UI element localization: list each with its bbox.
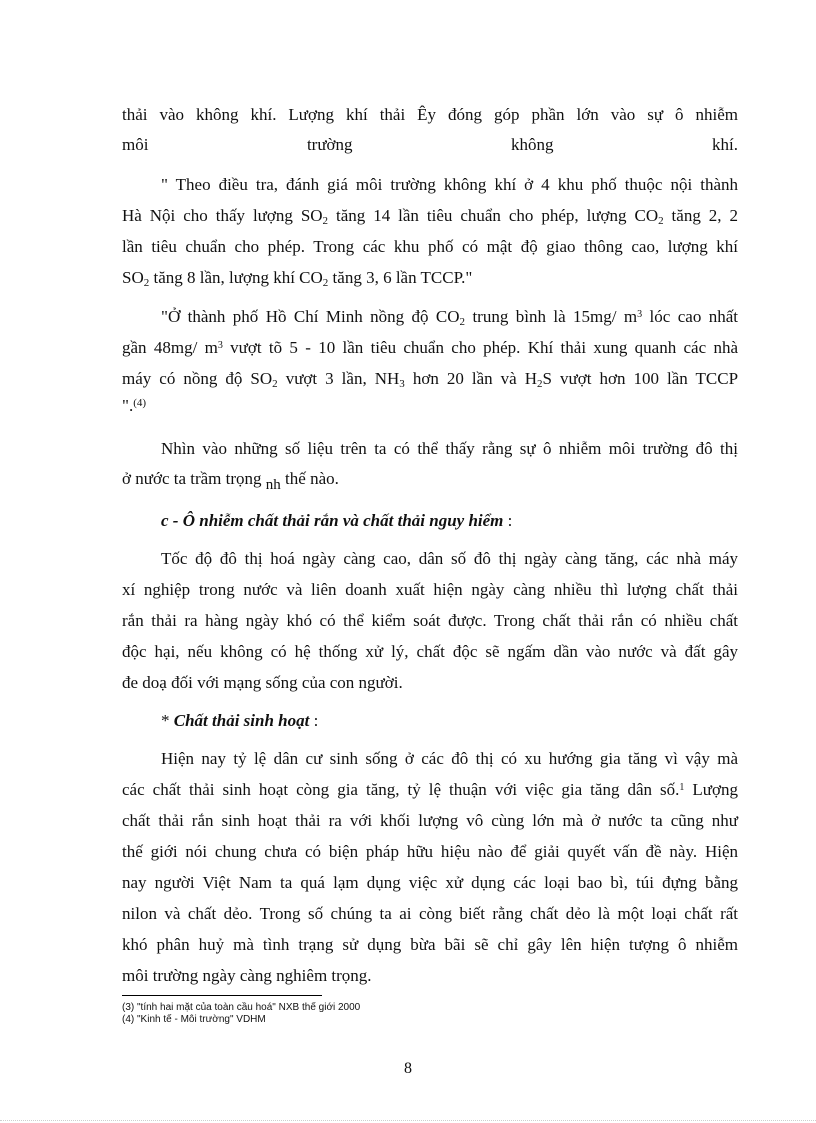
text-run: vượt 3 lần, NH xyxy=(277,369,400,388)
text-run: Lượng xyxy=(684,780,738,799)
text-line: độc hại, nếu không có hệ thống xử lý, chất độc sẽ ngấm dần vào nước và đất gây xyxy=(122,642,738,661)
text-line xyxy=(122,367,738,391)
heading-bullet: * xyxy=(161,711,174,730)
text-run: trung bình là 15mg/ m xyxy=(465,307,638,326)
text-line: thế giới nói chung chưa có biện pháp hữu hiệu nào để giải quyết vấn đề này. Hiện xyxy=(122,842,738,861)
subscript: 2 xyxy=(272,378,278,390)
text-line xyxy=(122,204,738,228)
section-heading xyxy=(161,509,738,533)
text-run: máy có nồng độ SO xyxy=(122,369,273,388)
superscript: 3 xyxy=(637,309,643,320)
text-line: chất thải rắn sinh hoạt thải ra với khối lượng vô cùng lớn mà ở nước ta cũng như xyxy=(122,811,738,830)
text-line xyxy=(122,778,738,802)
text-run: Hà Nội cho thấy lượng SO xyxy=(122,206,323,225)
text-run: thế nào. xyxy=(280,469,339,488)
text-line: môi trường ngày càng nghiêm trọng. xyxy=(122,966,372,985)
text-run: ở nước ta trầm trọng xyxy=(122,469,266,488)
text-line: rắn thải ra hàng ngày khó có thể kiểm soát được. Trong chất thải rắn có nhiều chất xyxy=(122,611,738,630)
text-run: các chất thải sinh hoạt còng gia tăng, tỷ lệ thuận với việc gia tăng dân số. xyxy=(122,780,680,799)
text-run: tăng 2, 2 xyxy=(663,206,738,225)
text-line: nay người Việt Nam ta quá lạm dụng việc xử dụng các loại bao bì, túi đựng bằng xyxy=(122,873,738,892)
subscript: 2 xyxy=(322,215,329,227)
text-run: SO xyxy=(122,268,144,287)
text-run: lóc cao nhất xyxy=(642,307,738,326)
text-run: tăng 3, 6 lần TCCP." xyxy=(328,268,473,287)
text-line: đe doạ đối với mạng sống của con người. xyxy=(122,673,403,692)
text-line xyxy=(122,133,738,157)
text-run: "Ở thành phố Hồ Chí Minh nồng độ CO xyxy=(161,307,460,326)
heading-suffix: : xyxy=(503,511,513,530)
footnote-divider xyxy=(122,995,322,996)
text-run: S vượt hơn 100 lần TCCP xyxy=(542,369,739,388)
footnote-reference: 1 xyxy=(679,782,685,793)
text-run: gần 48mg/ m xyxy=(122,338,218,357)
footnote-reference: (4) xyxy=(133,397,147,409)
word: môi xyxy=(122,135,149,154)
text-line: xí nghiệp trong nước và liên doanh xuất hiện ngày càng nhiều thì lượng chất thải xyxy=(122,580,738,599)
subscript: 2 xyxy=(459,316,466,328)
text-line xyxy=(161,305,738,329)
word: khí. xyxy=(712,135,738,154)
subscript: 3 xyxy=(399,378,405,390)
page-edge-divider xyxy=(0,1120,816,1121)
subscript: 2 xyxy=(537,378,543,390)
text-line xyxy=(122,394,738,418)
text-run: hơn 20 lần và H xyxy=(404,369,538,388)
text-line: khó phân huỷ mà tình trạng sử dụng bừa bãi sẽ chỉ gây lên hiện tượng ô nhiễm xyxy=(122,935,738,954)
heading-text: Chất thải sinh hoạt xyxy=(173,711,310,730)
page-number: 8 xyxy=(404,1060,412,1077)
text-line: nilon và chất dẻo. Trong số chúng ta ai còng biết rằng chất dẻo là một loại chất rất xyxy=(122,904,738,923)
subscript: 2 xyxy=(658,215,664,227)
word: trường xyxy=(306,135,353,154)
text-line: thải vào không khí. Lượng khí thải Êy đóng góp phần lớn vào sự ô nhiễm xyxy=(122,105,738,124)
text-run: vượt tõ 5 - 10 lần tiêu chuẩn cho phép. Khí thải xung quanh các nhà xyxy=(222,338,738,357)
text-line: " Theo điều tra, đánh giá môi trường không khí ở 4 khu phố thuộc nội thành xyxy=(161,175,738,194)
footnote: (3) "tính hai mặt của toàn cầu hoá" NXB thế giới 2000 xyxy=(122,1002,361,1013)
superscript: 3 xyxy=(217,340,223,351)
text-line xyxy=(122,467,738,491)
subscript: 2 xyxy=(143,277,150,289)
heading-suffix: : xyxy=(309,711,319,730)
text-run: tăng 14 lần tiêu chuẩn cho phép, lượng CO xyxy=(328,206,659,225)
text-line: Hiện nay tỷ lệ dân cư sinh sống ở các đô thị có xu hướng gia tăng vì vậy mà xyxy=(161,749,738,768)
word: không xyxy=(511,135,554,154)
text-line xyxy=(122,336,738,360)
text-line: lần tiêu chuẩn cho phép. Trong các khu phố có mật độ giao thông cao, lượng khí xyxy=(122,237,738,256)
heading-text: c - Ô nhiễm chất thải rắn và chất thải nguy hiểm xyxy=(161,511,504,530)
text-line: Tốc độ đô thị hoá ngày càng cao, dân số đô thị ngày càng tăng, các nhà máy xyxy=(161,549,738,568)
subscript: 2 xyxy=(322,277,329,289)
text-line xyxy=(122,266,738,290)
subsection-heading xyxy=(161,709,738,733)
subscript: nh xyxy=(265,477,281,493)
text-run: ". xyxy=(122,396,134,415)
footnote: (4) "Kinh tế - Môi trường" VDHM xyxy=(122,1014,266,1025)
text-line: Nhìn vào những số liệu trên ta có thể thấy rằng sự ô nhiễm môi trường đô thị xyxy=(161,439,738,458)
text-run: tăng 8 lần, lượng khí CO xyxy=(149,268,323,287)
